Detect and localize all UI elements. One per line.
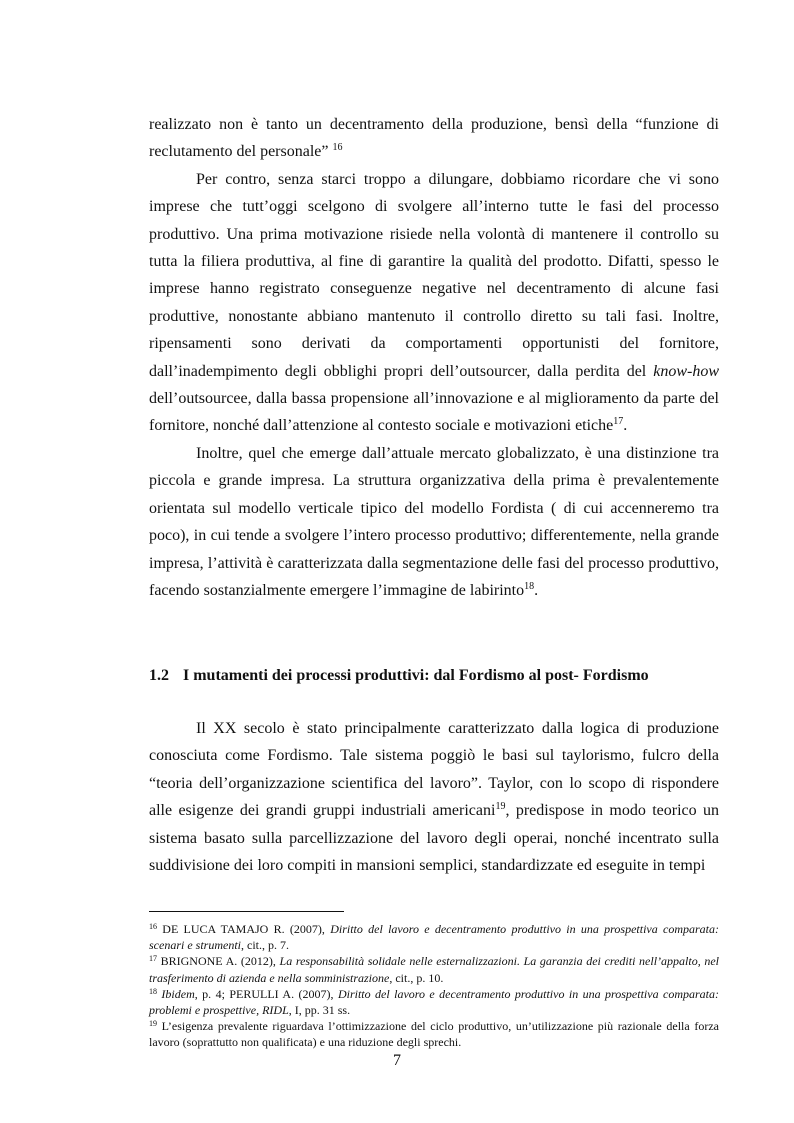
section-title: I mutamenti dei processi produttivi: dal Fordismo al post- Fordismo — [183, 667, 649, 684]
footnote-ref-19[interactable]: 19 — [495, 801, 506, 813]
footnote-separator — [149, 911, 344, 912]
footnote-ref-16[interactable]: 16 — [332, 142, 343, 154]
section-body — [149, 715, 719, 879]
page-number: 7 — [393, 1052, 401, 1069]
section-paragraph-1: Il XX secolo è stato principalmente caratterizzato dalla logica di produzione conosciuta come Fordismo. Tale sistema poggiò le basi sul taylorismo, fulcro della “teoria dell’organizzazione scientifica del lavoro”. Taylor, con lo scopo di rispondere alle esigenze dei grandi gruppi industriali americani$^{19}$, predispose in modo teorico un sistema basato sulla parcellizzazione del lavoro degli operai, nonché incentrato sulla suddivisione dei loro compiti in mansioni semplici, standardizzate ed eseguite in tempi — [149, 720, 719, 875]
footnotes — [149, 921, 719, 1051]
body-text — [149, 111, 719, 604]
section-number: 1.2 — [149, 667, 169, 684]
footnote-18: $^{18}$ Ibidem, p. 4; PERULLI A. (2007), Diritto del lavoro e decentramento produttivo in una prospettiva comparata: problemi e prospettive, RIDL, I, pp. 31 ss. — [149, 986, 719, 1018]
section-heading — [149, 664, 719, 688]
footnote-ref-18[interactable]: 18 — [524, 580, 535, 592]
footnote-17: $^{17}$ BRIGNONE A. (2012), La responsabilità solidale nelle esternalizzazioni. La garanzia dei crediti nell’appalto, nel trasferimento di azienda e nella somministrazione, cit., p. 10. — [149, 954, 719, 985]
footnote-16: $^{16}$ DE LUCA TAMAJO R. (2007), Diritto del lavoro e decentramento produttivo in una prospettiva comparata: scenari e strumenti, cit., p. 7. — [149, 922, 719, 953]
paragraph-3: Inoltre, quel che emerge dall’attuale mercato globalizzato, è una distinzione tra piccola e grande impresa. La struttura organizzativa della prima è prevalentemente orientata sul modello verticale tipico del modello Fordista ( di cui accenneremo tra poco), in cui tende a svolgere l’intero processo produttivo; differentemente, nella grande impresa, l’attività è caratterizzata dalla segmentazione delle fasi del processo produttivo, facendo sostanzialmente emergere l’immagine de labirinto$^{18}$. — [149, 444, 719, 599]
footnote-19: $^{19}$ L’esigenza prevalente riguardava l’ottimizzazione del ciclo produttivo, un’utilizzazione più razionale della forza lavoro (soprattutto non qualificata) e una riduzione degli sprechi. — [149, 1019, 719, 1050]
footnote-ref-17[interactable]: 17 — [613, 416, 624, 428]
paragraph-2: Per contro, senza starci troppo a dilungare, dobbiamo ricordare che vi sono imprese che tutt’oggi scelgono di svolgere all’interno tutte le fasi del processo produttivo. Una prima motivazione risiede nella volontà di mantenere il controllo su tutta la filiera produttiva, al fine di garantire la qualità del prodotto. Difatti, spesso le imprese hanno registrato conseguenze negative nel decentramento di alcune fasi produttive, nonostante abbiano mantenuto il controllo diretto su tali fasi. Inoltre, ripensamenti sono derivati da comportamenti opportunisti del fornitore, dall’inadempimento degli obblighi propri dell’outsourcer, dalla perdita del know-how dell’outsourcee, dalla bassa propensione all’innovazione e al miglioramento da parte del fornitore, nonché dall’attenzione al contesto sociale e motivazioni etiche$^{17}$. — [149, 170, 720, 435]
paragraph-1: realizzato non è tanto un decentramento della produzione, bensì della “funzione di reclutamento del personale” $^{16}$ — [149, 116, 719, 161]
